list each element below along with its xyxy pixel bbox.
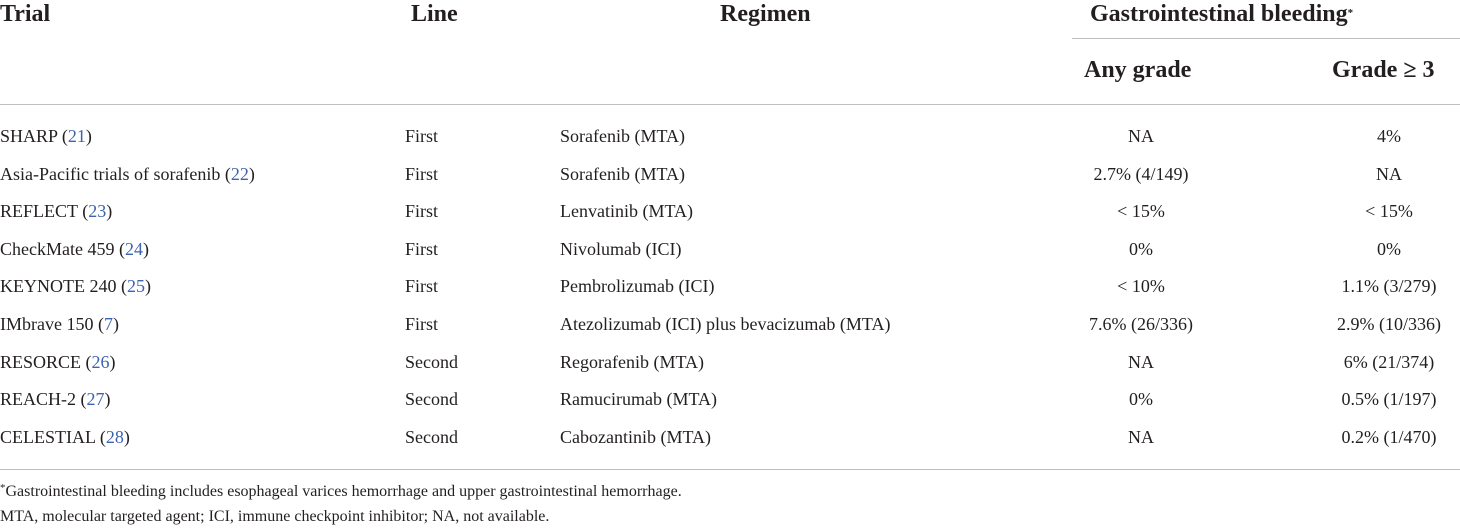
trial-name: IMbrave 150 — [0, 314, 94, 334]
ref-close-paren: ) — [112, 314, 119, 334]
ref-open-paren: ( — [116, 276, 127, 296]
cell-line: First — [405, 314, 439, 334]
cell-line: First — [405, 239, 439, 259]
ref-open-paren: ( — [77, 201, 89, 221]
trial-name: CELESTIAL — [0, 427, 96, 447]
col-header-line: Line — [411, 1, 458, 27]
trial-name: KEYNOTE 240 — [0, 276, 117, 296]
ref-open-paren: ( — [95, 427, 106, 447]
cell-regimen: Nivolumab (ICI) — [560, 239, 682, 259]
cell-any-grade: 2.7% (4/149) — [1093, 164, 1189, 184]
cell-line: Second — [405, 352, 458, 372]
col-header-grade3: Grade ≥ 3 — [1332, 57, 1435, 83]
reference-link[interactable]: 27 — [86, 389, 105, 409]
cell-regimen: Sorafenib (MTA) — [560, 164, 686, 184]
ref-close-paren: ) — [109, 352, 116, 372]
ref-close-paren: ) — [248, 164, 255, 184]
ref-open-paren: ( — [114, 239, 125, 259]
cell-line: Second — [405, 427, 458, 447]
cell-regimen: Lenvatinib (MTA) — [560, 201, 694, 221]
cell-any-grade: NA — [1128, 126, 1154, 146]
reference-link[interactable]: 23 — [88, 201, 107, 221]
trial-name: CheckMate 459 — [0, 239, 115, 259]
reference-link[interactable]: 28 — [105, 427, 124, 447]
reference-link[interactable]: 26 — [91, 352, 110, 372]
trial-name: RESORCE — [0, 352, 82, 372]
cell-trial — [0, 275, 151, 297]
ref-close-paren: ) — [106, 201, 113, 221]
col-header-regimen: Regimen — [720, 1, 811, 27]
cell-trial — [0, 351, 116, 373]
table-bottom-rule — [0, 469, 1460, 470]
cell-trial — [0, 313, 119, 335]
gi-bleeding-label: Gastrointestinal bleeding — [1090, 1, 1348, 27]
col-header-trial: Trial — [0, 1, 51, 27]
trial-name: REFLECT — [0, 201, 78, 221]
trial-name: REACH-2 — [0, 389, 76, 409]
cell-grade3: 4% — [1377, 126, 1401, 146]
cell-grade3: 6% (21/374) — [1343, 352, 1435, 372]
footnote-1-text: Gastrointestinal bleeding includes esophageal varices hemorrhage and upper gastrointestinal hemorrhage. — [5, 483, 682, 500]
footnote-2: MTA, molecular targeted agent; ICI, immune checkpoint inhibitor; NA, not available. — [0, 508, 550, 525]
reference-link[interactable]: 25 — [126, 276, 145, 296]
cell-trial — [0, 125, 92, 147]
cell-regimen: Ramucirumab (MTA) — [560, 389, 718, 409]
cell-regimen: Cabozantinib (MTA) — [560, 427, 712, 447]
ref-open-paren: ( — [76, 389, 87, 409]
reference-link[interactable]: 22 — [230, 164, 249, 184]
ref-close-paren: ) — [85, 126, 92, 146]
trial-name: Asia-Pacific trials of sorafenib — [0, 164, 221, 184]
cell-any-grade: 7.6% (26/336) — [1089, 314, 1193, 334]
ref-close-paren: ) — [144, 276, 151, 296]
col-header-gi-bleeding — [1090, 0, 1353, 28]
footnote-1-marker: * — [0, 482, 6, 494]
cell-line: First — [405, 201, 439, 221]
cell-trial — [0, 426, 130, 448]
reference-link[interactable]: 7 — [103, 314, 113, 334]
ref-open-paren: ( — [81, 352, 92, 372]
ref-open-paren: ( — [57, 126, 68, 146]
cell-any-grade: < 15% — [1117, 201, 1165, 221]
col-header-any-grade: Any grade — [1084, 57, 1192, 83]
cell-trial — [0, 238, 149, 260]
cell-regimen: Pembrolizumab (ICI) — [560, 276, 715, 296]
cell-grade3: 0.5% (1/197) — [1341, 389, 1437, 409]
cell-grade3: 1.1% (3/279) — [1341, 276, 1437, 296]
cell-line: Second — [405, 389, 458, 409]
cell-line: First — [405, 276, 439, 296]
cell-grade3: NA — [1376, 164, 1402, 184]
cell-grade3: 2.9% (10/336) — [1337, 314, 1441, 334]
reference-link[interactable]: 21 — [67, 126, 86, 146]
header-bottom-rule — [0, 104, 1460, 105]
cell-line: First — [405, 164, 439, 184]
cell-trial — [0, 200, 112, 222]
cell-any-grade: < 10% — [1117, 276, 1165, 296]
cell-trial — [0, 388, 111, 410]
footnote-1 — [0, 482, 682, 502]
ref-close-paren: ) — [104, 389, 111, 409]
ref-open-paren: ( — [93, 314, 104, 334]
ref-close-paren: ) — [142, 239, 149, 259]
cell-line: First — [405, 126, 439, 146]
cell-any-grade: 0% — [1129, 239, 1153, 259]
trial-name: SHARP — [0, 126, 58, 146]
footnote-marker: * — [1347, 7, 1354, 19]
reference-link[interactable]: 24 — [124, 239, 143, 259]
cell-regimen: Sorafenib (MTA) — [560, 126, 686, 146]
cell-any-grade: NA — [1128, 352, 1154, 372]
group-header-rule — [1072, 38, 1460, 39]
ref-close-paren: ) — [123, 427, 130, 447]
cell-any-grade: NA — [1128, 427, 1154, 447]
cell-grade3: 0% — [1377, 239, 1401, 259]
cell-trial — [0, 163, 255, 185]
cell-regimen: Regorafenib (MTA) — [560, 352, 705, 372]
cell-regimen: Atezolizumab (ICI) plus bevacizumab (MTA) — [560, 314, 891, 334]
cell-grade3: 0.2% (1/470) — [1341, 427, 1437, 447]
cell-any-grade: 0% — [1129, 389, 1153, 409]
ref-open-paren: ( — [220, 164, 231, 184]
cell-grade3: < 15% — [1365, 201, 1413, 221]
